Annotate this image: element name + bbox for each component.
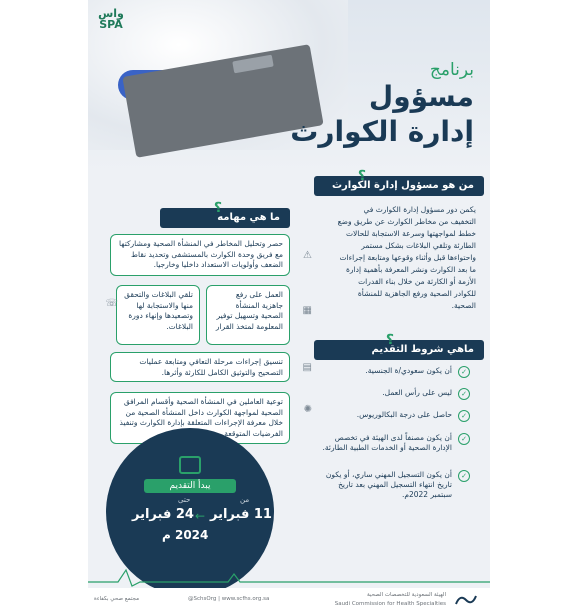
requirement-4: أن يكون مصنفاً لدى الهيئة في تخصص الإدارة الصحية أو الخدمات الطبية الطارئة.: [322, 433, 452, 452]
check-icon: ✓: [458, 410, 470, 422]
document-icon: ▤: [302, 362, 312, 373]
spa-logo: [94, 8, 128, 30]
task-card-2: [206, 285, 290, 345]
task-card-4: [110, 352, 290, 382]
apply-from-date: 11 فبراير: [210, 507, 272, 522]
requirement-1: أن يكون سعودي/ة الجنسية.: [365, 366, 452, 375]
requirement-3: حاصل على درجة البكالوريوس.: [356, 410, 452, 419]
lightbulb-icon: ✺: [303, 404, 312, 415]
logo-latin: SPA: [99, 18, 123, 31]
about-heading: [314, 176, 484, 196]
footer-org-en: Saudi Commission for Health Specialties: [334, 601, 446, 607]
apply-label: يبدأ التقديم: [144, 479, 236, 493]
footer-org-ar: الهيئة السعودية للتخصصات الصحية: [366, 592, 446, 598]
poster: [88, 0, 490, 614]
about-heading-text: من هو مسؤول إدارة الكوارث: [332, 180, 474, 191]
task-card-3: [116, 285, 200, 345]
apply-to-label: حتى: [178, 496, 191, 504]
question-icon: ؟: [357, 168, 366, 184]
apply-from-label: من: [240, 496, 250, 504]
title-line-2: إدارة الكوارث: [290, 115, 474, 148]
logo-arabic: واس: [98, 7, 124, 20]
check-icon: ✓: [458, 470, 470, 482]
check-icon: ✓: [458, 433, 470, 445]
footer: [88, 588, 490, 614]
task-text-5: توعية العاملين في المنشأة الصحية وأقسام المرافق الصحية لمواجهة الكوارث داخل المنشأة الصحية من خلال معرفة الإجراءات المتعلقة بإدارة الكوارث وتنفيذ الفرضيات المتوقعة.: [119, 397, 283, 438]
calendar-icon: [179, 456, 201, 474]
task-text-1: حصر وتحليل المخاطر في المنشأة الصحية ومشاركتها مع فريق وحدة الكوارث بالمستشفى وتحديد نقاط الضعف وأولويات الاستعداد داخليا وخارجيا.: [118, 239, 283, 269]
requirements-heading-text: ماهي شروط التقديم: [371, 344, 474, 355]
check-icon: ✓: [458, 388, 470, 400]
heartbeat-line: [88, 560, 490, 588]
arrow-icon: ←: [195, 509, 206, 523]
requirements-heading: [314, 340, 484, 360]
question-icon: ؟: [385, 332, 394, 348]
footer-hashtag: مجتمع صحي بكفاءة: [94, 596, 140, 602]
title-program: برنامج: [429, 60, 474, 80]
task-text-2: العمل على رفع جاهزية المنشأة الصحية وتسهيل توفير المعلومة لمتخذ القرار: [215, 290, 283, 331]
about-text: يكمن دور مسؤول إدارة الكوارث في التخفيف من مخاطر الكوارث عن طريق وضع خطط لمواجهتها وسرعة الاستجابة للحالات الطارئة وتلقي البلاغات بشكل مستمر واحتواءها قبل وأثناء وقوعها ومتابعة إجراءات ما بعد الكوارث ونشر المعرفة بأهمية إدارة الأزمة أو الكارثة من خلال بناء القدرات للكوادر الصحية ورفع الجاهزية للمنشأة الصحية.: [337, 205, 476, 310]
apply-to-date: 24 فبراير: [132, 507, 194, 522]
phone-icon: ☏: [105, 298, 118, 309]
tasks-heading-text: ما هي مهامه: [217, 212, 280, 223]
scfhs-logo-icon: [454, 592, 478, 610]
tasks-heading: [160, 208, 290, 228]
task-text-4: تنسيق إجراءات مرحلة التعافي ومتابعة عمليات التصحيح والتوثيق الكامل للكارثة وأثرها.: [139, 357, 283, 377]
task-text-3: تلقي البلاغات والتحقق منها والاستجابة لها وتصعيدها وإنهاء دورة البلاغات.: [124, 290, 193, 331]
requirement-5: أن يكون التسجيل المهني ساري، أو يكون تاريخ انتهاء التسجيل المهني بعد تاريخ سبتمبر 2022م.: [325, 470, 452, 499]
task-card-1: [110, 234, 290, 276]
apply-year: 2024 م: [162, 528, 209, 542]
building-icon: ▦: [302, 305, 312, 316]
check-icon: ✓: [458, 366, 470, 378]
footer-social: @SchsOrg | www.scfhs.org.sa: [188, 596, 270, 602]
title-line-1: مسؤول: [368, 80, 474, 113]
warning-icon: ⚠: [303, 250, 312, 261]
question-icon: ؟: [213, 200, 222, 216]
requirement-2: ليس على رأس العمل.: [382, 388, 452, 397]
